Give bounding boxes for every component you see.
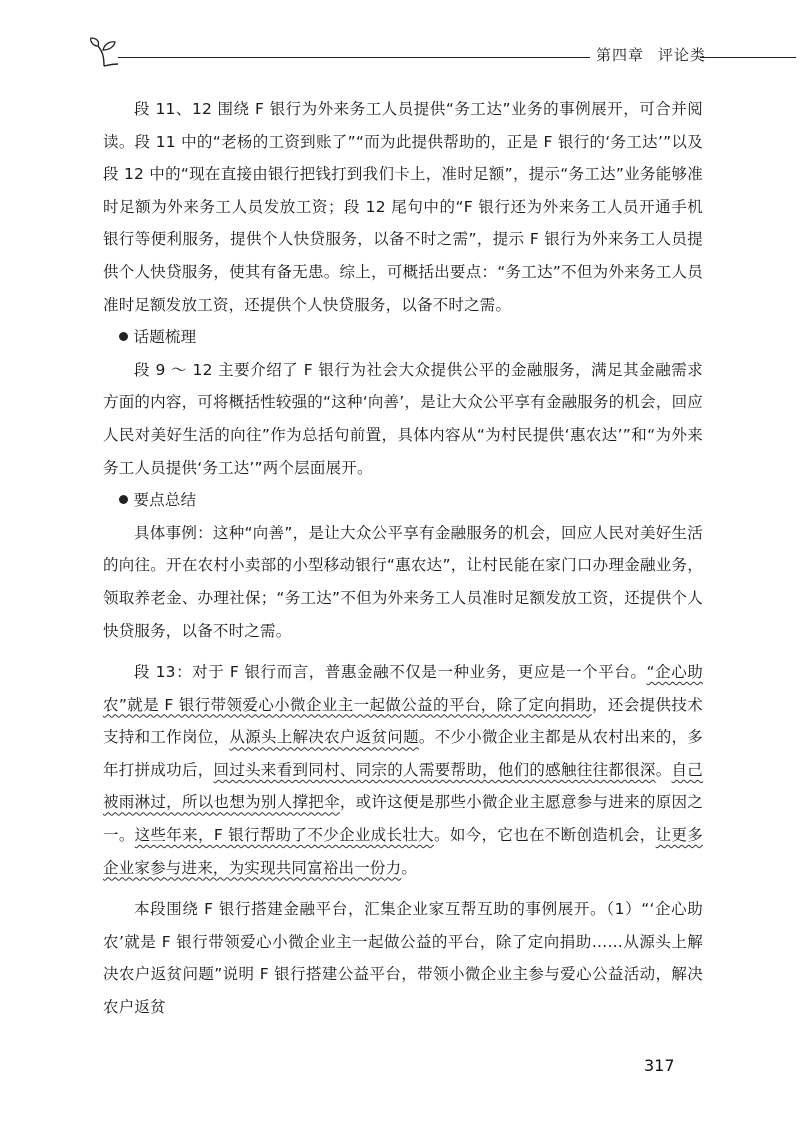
page-header bbox=[78, 36, 790, 76]
source-segment: 。如今，它也在不断创造机会， bbox=[434, 826, 656, 845]
paragraph-keypoints: 具体事例：这种“向善”，是让大众公平享有金融服务的机会，回应人民对美好生活的向往。开在农村小卖部的小型移动银行“惠农达”，让村民能在家门口办理金融业务，领取养老金、办理社保；“务工达”不但为外来务工人员准时足额发放工资，还提供个人快贷服务，以备不时之需。 bbox=[103, 523, 703, 640]
source-segment: ，或许这便是那些小微企业主愿意参与进来的原因之一。 bbox=[103, 793, 703, 845]
page-body bbox=[103, 93, 703, 1024]
underlined-segment: 回过头来看到同村、同宗的人需要帮助，他们的感触往往都很深 bbox=[213, 760, 656, 779]
section-heading-keypoints bbox=[103, 484, 703, 517]
underlined-segment: 自己被雨淋过，所以也想为别人撑把伞 bbox=[103, 760, 703, 812]
header-rule-left bbox=[118, 57, 590, 58]
underlined-segment: 让更多企业家参与进来，为实现共同富裕出一份力 bbox=[103, 826, 703, 877]
chapter-title bbox=[596, 44, 706, 65]
page-number: 317 bbox=[644, 1056, 675, 1075]
section-name: 评论类 bbox=[658, 46, 707, 64]
paragraph-source-13 bbox=[103, 656, 703, 884]
section-heading-topic bbox=[103, 321, 703, 354]
header-rule-right bbox=[700, 57, 796, 58]
paragraph-topic-summary: 段 9 ～ 12 主要介绍了 F 银行为社会大众提供公平的金融服务，满足其金融需求方面的内容，可将概括性较强的“这种‘向善’，是让大众公平享有金融服务的机会，回应人民对美好生活的向往”作为总括句前置，具体内容从“为村民提供‘惠农达’”和“为外来务工人员提供‘务工达’”两个层面展开。 bbox=[103, 360, 703, 477]
heading-text: 话题梳理 bbox=[133, 328, 197, 347]
paragraph-analysis-13: 本段围绕 F 银行搭建金融平台，汇集企业家互帮互助的事例展开。（1）“‘企心助农’就是 F 银行带领爱心小微企业主一起做公益的平台，除了定向捐助……从源头上解决农户返贫问题”说明 F 银行搭建公益平台，带领小微企业主参与爱心公益活动，解决农户返贫 bbox=[103, 900, 703, 1017]
paragraph-analysis-11-12: 段 11、12 围绕 F 银行为外来务工人员提供“务工达”业务的事例展开，可合并阅读。段 11 中的“老杨的工资到账了”“而为此提供帮助的，正是 F 银行的‘务工达’”以及段 12 中的“现在直接由银行把钱打到我们卡上，准时足额”，提示“务工达”业务能够准时足额为外来务工人员发放工资；段 12 尾句中的“F 银行还为外来务工人员开通手机银行等便利服务，提供个人快贷服务，以备不时之需”，提示 F 银行为外来务工人员提供个人快贷服务，使其有备无患。综上，可概括出要点：“务工达”不但为外来务工人员准时足额发放工资，还提供个人快贷服务，以备不时之需。 bbox=[103, 100, 703, 314]
heading-text: 要点总结 bbox=[133, 491, 197, 510]
source-segment: ，还会提供技术支持和工作岗位， bbox=[103, 695, 704, 747]
chapter-number: 第四章 bbox=[596, 46, 645, 64]
bullet-icon bbox=[119, 332, 128, 341]
bullet-icon bbox=[119, 495, 128, 504]
source-segment: 段 13：对于 F 银行而言，普惠金融不仅是一种业务，更应是一个平台。 bbox=[134, 663, 647, 682]
underlined-segment: “企心助农”就是 F 银行带领爱心小微企业主一起做公益的平台，除了定向捐助 bbox=[103, 663, 703, 714]
underlined-segment: 这些年来，F 银行帮助了不少企业成长壮大 bbox=[134, 826, 434, 845]
source-segment: 。不少小微企业主都是从农村出来的，多年打拼成功后， bbox=[103, 728, 703, 779]
leaf-icon bbox=[88, 36, 120, 70]
source-segment: 。 bbox=[401, 858, 418, 877]
source-segment: 。 bbox=[655, 760, 672, 779]
underlined-segment: 从源头上解决农户返贫问题 bbox=[229, 728, 419, 747]
